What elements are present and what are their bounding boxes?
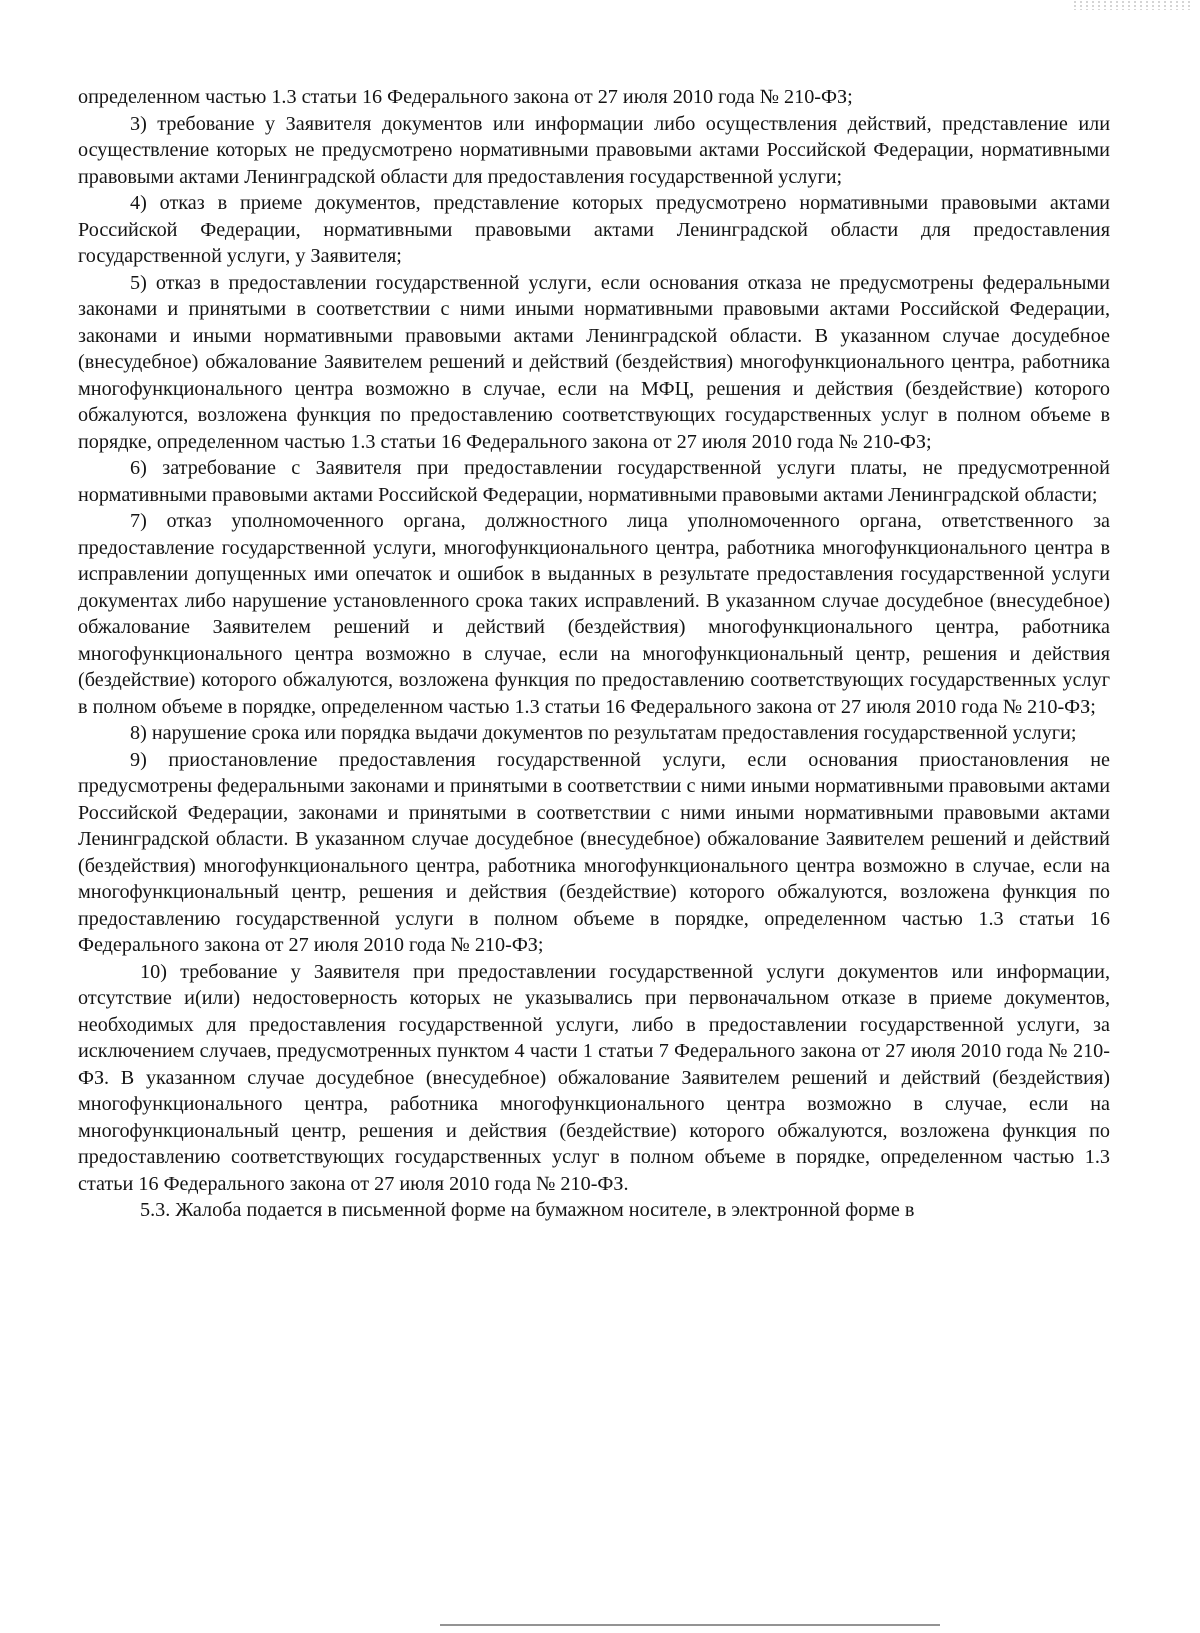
document-text-body (78, 84, 1110, 1224)
paragraph-item-3: 3) требование у Заявителя документов или информации либо осуществления действий, представление или осуществление которых не предусмотрено нормативными правовыми актами Российской Федерации, нормативными правовыми актами Ленинградской области для предоставления государственной услуги; (78, 112, 1110, 188)
paragraph-item-9: 9) приостановление предоставления государственной услуги, если основания приостановления не предусмотрены федеральными законами и принятыми в соответствии с ними иными нормативными правовыми актами Российской Федерации, законами и принятыми в соответствии с ними иными нормативными правовыми актами Ленинградской области. В указанном случае досудебное (внесудебное) обжалование Заявителем решений и действий (бездействия) многофункционального центра, работника многофункционального центра возможно в случае, если на многофункциональный центр, решения и действия (бездействие) которого обжалуются, возложена функция по предоставлению государственной услуги в полном объеме в порядке, определенном частью 1.3 статьи 16 Федерального закона от 27 июля 2010 года № 210-ФЗ; (78, 748, 1110, 956)
paragraph-section-5-3: 5.3. Жалоба подается в письменной форме на бумажном носителе, в электронной форме в (140, 1199, 915, 1221)
paragraph-item-6: 6) затребование с Заявителя при предоставлении государственной услуги платы, не предусмотренной нормативными правовыми актами Российской Федерации, нормативными правовыми актами Ленинградской области; (78, 457, 1110, 506)
paragraph-item-4: 4) отказ в приеме документов, представление которых предусмотрено нормативными правовыми актами Российской Федерации, нормативными правовыми актами Ленинградской области для предоставления государственной услуги, у Заявителя; (78, 192, 1110, 267)
paragraph-item-7: 7) отказ уполномоченного органа, должностного лица уполномоченного органа, ответственного за предоставление государственной услуги, многофункционального центра, работника многофункционального центра в исправлении допущенных ими опечаток и ошибок в выданных в результате предоставления государственной услуги документах либо нарушение установленного срока таких исправлений. В указанном случае досудебное (внесудебное) обжалование Заявителем решений и действий (бездействия) многофункционального центра, работника многофункционального центра возможно в случае, если на многофункциональный центр, решения и действия (бездействие) которого обжалуются, возложена функция по предоставлению соответствующих государственных услуг в полном объеме в порядке, определенном частью 1.3 статьи 16 Федерального закона от 27 июля 2010 года № 210-ФЗ; (78, 510, 1110, 718)
paragraph-item-8: 8) нарушение срока или порядка выдачи документов по результатам предоставления государственной услуги; (130, 722, 1077, 744)
paragraph-continuation: определенном частью 1.3 статьи 16 Федерального закона от 27 июля 2010 года № 210-ФЗ; (78, 86, 853, 108)
paragraph-item-10: 10) требование у Заявителя при предоставлении государственной услуги документов или информации, отсутствие и(или) недостоверность которых не указывались при первоначальном отказе в приеме документов, необходимых для предоставления государственной услуги, либо в предоставлении государственной услуги, за исключением случаев, предусмотренных пунктом 4 части 1 статьи 7 Федерального закона от 27 июля 2010 года № 210-ФЗ. В указанном случае досудебное (внесудебное) обжалование Заявителем решений и действий (бездействия) многофункционального центра, работника многофункционального центра возможно в случае, если на многофункциональный центр, решения и действия (бездействие) которого обжалуются, возложена функция по предоставлению соответствующих государственных услуг в полном объеме в порядке, определенном частью 1.3 статьи 16 Федерального закона от 27 июля 2010 года № 210-ФЗ. (78, 960, 1110, 1195)
scan-artifact (1072, 0, 1192, 10)
paragraph-item-5: 5) отказ в предоставлении государственной услуги, если основания отказа не предусмотрены федеральными законами и принятыми в соответствии с ними иными нормативными правовыми актами Российской Федерации, законами и иными нормативными правовыми актами Ленинградской области. В указанном случае досудебное (внесудебное) обжалование Заявителем решений и действий (бездействия) многофункционального центра, работника многофункционального центра возможно в случае, если на МФЦ, решения и действия (бездействие) которого обжалуются, возложена функция по предоставлению соответствующих государственных услуг в полном объеме в порядке, определенном частью 1.3 статьи 16 Федерального закона от 27 июля 2010 года № 210-ФЗ; (78, 271, 1110, 453)
scan-edge-line (440, 1624, 940, 1626)
